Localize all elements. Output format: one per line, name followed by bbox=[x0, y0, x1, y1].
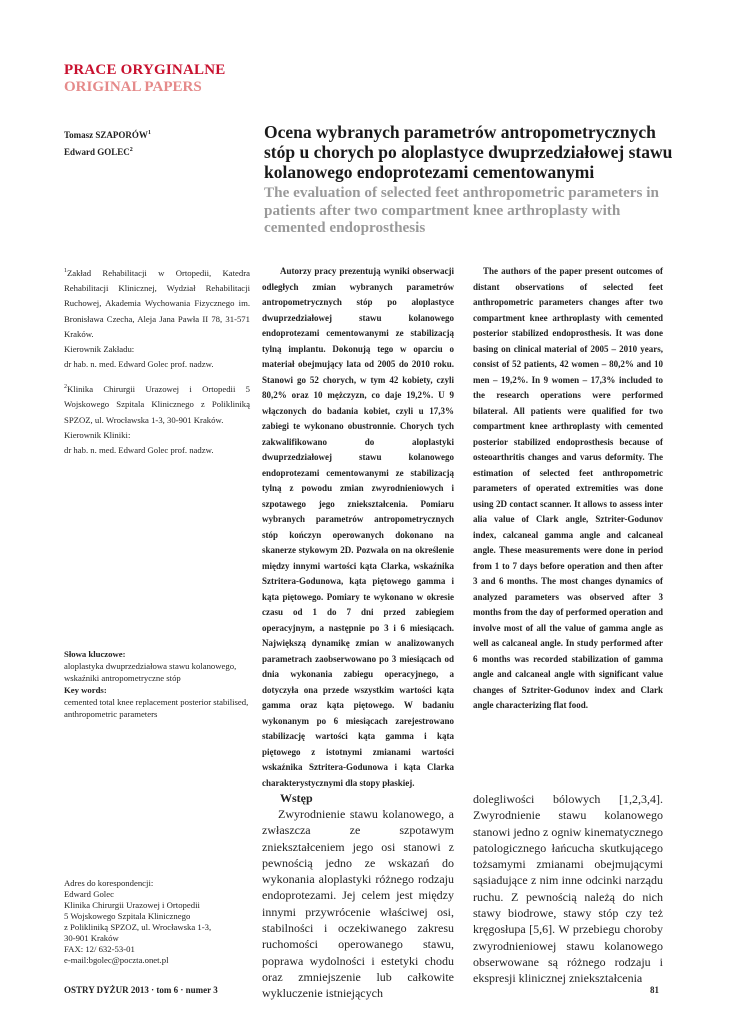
affiliation-2: $^2$Klinika Chirurgii Urazowej i Ortopedii 5 Wojskowego Szpitala Klinicznego z Polikliniką SPZOZ, ul. Wrocławska 1-3, 30-901 Kraków. Kierownik Kliniki: dr hab. n. med. Edward Golec prof. nadzw. bbox=[64, 384, 250, 456]
abstract-pl: Autorzy pracy prezentują wyniki obserwacji odległych zmian wybranych parametrów antropometrycznych stóp po aloplastyce dwuprzedziałowej stawu kolanowego endoprotezami cementowanymi ze stabilizacją tylną implantu. Dokonują tego w oparciu o materiał obejmujący lata od 2005 do 2010 roku. Stanowi go 52 chorych, w tym 42 kobiety, czyli 80,2% oraz 10 mężczyzn, co daje 19,2%. U 9 włączonych do badania kobiet, czyli u 17,3% zabiegi te wykonano obustronnie. Chorych tych zakwalifikowano do aloplastyki dwuprzedziałowej stawu kolanowego endoprotezami cementowanymi ze stabilizacją tylną z powodu zmian zwyrodnieniowych i szpotawego jego zniekształcenia. Pomiaru wybranych parametrów antropometrycznych stóp kończyn operowanych dokonano na skanerze stykowym 2D. Pozwala on na określenie między innymi wartości kąta Clarka, wskaźnika Sztritera-Godunowa, kąta piętowego gamma i kąta piętowego. Pomiary te wykonano w okresie czasu od 1 do 7 dni przed zabiegiem operacyjnym, a następnie po 3 i 6 miesiącach. Największą dynamikę zmian w analizowanych parametrach zaobserwowano po 3 miesiącach od dnia wykonania zabiegu operacyjnego, a dotyczyła ona przede wszystkim wartości kąta gamma oraz kąta piętowego. W badaniu wykonanym po 6 miesiącach zarejestrowano stabilizację wartości kąta gamma i kąta piętowego z istotnymi zmianami wartości wskaźnika Sztritera-Godunowa i kąta Clarka charakterystycznymi dla stopy płaskiej. bbox=[262, 266, 454, 788]
abstract-en: The authors of the paper present outcomes of distant observations of selected feet anthropometric parameters changes after two compartment knee arthroplasty with cemented posterior stabilized endoprosthesis. It was done basing on clinical material of 2005 – 2010 years, consist of 52 patients, 42 women – 80,2% and 10 men – 19,2%. In 9 women – 17,3% included to the research operations were performed bilateral. All patients were qualified for two compartment knee arthroplasty with cemented posterior stabilized endoprosthesis because of osteoarthritis changes and varus deformity. The estimation of selected feet anthropometric parameters of operated extremities was done using 2D contact scanner. It allows to assess inter alia value of Clark angle, Sztriter-Godunov index, calcaneal gamma angle and calcaneal angle. These measurements were done in period from 1 to 7 days before operation and then after 3 and 6 months. The most changes dynamics of analyzed parameters was observed after 3 months from the day of performed operation and involve most of all the value of gamma angle as well as calcaneal angle. In study performed after 6 months was recorded stabilization of gamma angle and calcaneal angle with significant value changes of Sztriter-Godunov index and Clark angle characterizing flat food. bbox=[473, 266, 663, 710]
journal-footer: OSTRY DYŻUR 2013 · tom 6 · numer 3 bbox=[64, 985, 218, 995]
author-list bbox=[64, 126, 151, 160]
page-number: 81 bbox=[650, 985, 659, 995]
author: Tomasz SZAPORÓW$^1$ bbox=[64, 130, 151, 140]
keywords-pl: aloplastyka dwuprzedziałowa stawu kolanowego, wskaźniki antropometryczne stóp bbox=[64, 661, 237, 683]
section-label-pl: PRACE ORYGINALNE bbox=[64, 62, 226, 78]
email: e-mail:bgolec@poczta.onet.pl bbox=[64, 955, 169, 965]
article-title-pl: Ocena wybranych parametrów antropometrycznych stóp u chorych po aloplastyce dwuprzedziałowej stawu kolanowego endoprotezami cementowanymi bbox=[264, 122, 673, 182]
keywords-en-label: Key words: bbox=[64, 685, 107, 695]
keywords-en: cemented total knee replacement posterior stabilised, anthropometric parameters bbox=[64, 697, 249, 719]
intro-text-col2: dolegliwości bólowych [1,2,3,4]. Zwyrodnienie stawu kolanowego stanowi jedno z ogniw kinematycznego patologicznego łańcucha skutkującego tożsamymi zmianami obejmującymi sąsiadujące z nim inne odcinki narządu ruchu. Z pewnością należą do nich stawy biodrowe, stawy stóp czy też kręgosłupa [5,6]. W przebiegu choroby zwyrodnieniowej stawu kolanowego obserwowane są różnego rodzaju i ekspresji klinicznej zniekształcenia bbox=[473, 792, 663, 986]
intro-text-col1: Zwyrodnienie stawu kolanowego, a zwłaszcza ze szpotawym zniekształceniem jego osi stanowi z pewnością jedno ze wskazań do wykonania aloplastyki różnego rodzaju endoprotezami. Jej celem jest między innymi przywrócenie właściwej osi, stabilności i oczekiwanego zakresu ruchomości operowanego stawu, poprawa wydolności i estetyki chodu oraz zmniejszenie lub całkowite wykluczenie istniejących bbox=[262, 807, 454, 1001]
section-label-en: ORIGINAL PAPERS bbox=[64, 79, 202, 95]
keywords-block bbox=[64, 648, 254, 720]
correspondence-address: Adres do korespondencji: Edward Golec Klinika Chirurgii Urazowej i Ortopedii 5 Wojskowego Szpitala Klinicznego z Polikliniką SPZOZ, ul. Wrocławska 1-3, 30-901 Kraków FAX: 12/ 632-53-01 e-mail:bgolec@poczta.onet.pl bbox=[64, 878, 254, 966]
affiliations bbox=[64, 264, 250, 466]
affiliation-1: $^1$Zakład Rehabilitacji w Ortopedii, Katedra Rehabilitacji Klinicznej, Wydział Rehabilitacji Ruchowej, Akademia Wychowania Fizycznego im. Bronisława Czecha, Aleja Jana Pawła II 78, 31-571 Kraków. Kierownik Zakładu: dr hab. n. med. Edward Golec prof. nadzw. bbox=[64, 267, 250, 370]
intro-heading: Wstęp bbox=[280, 791, 313, 805]
author: Edward GOLEC$^2$ bbox=[64, 147, 133, 157]
keywords-pl-label: Słowa kluczowe: bbox=[64, 649, 126, 659]
article-title-en: The evaluation of selected feet anthropometric parameters in patients after two compartment knee arthroplasty with cemented endoprosthesis bbox=[264, 184, 659, 236]
